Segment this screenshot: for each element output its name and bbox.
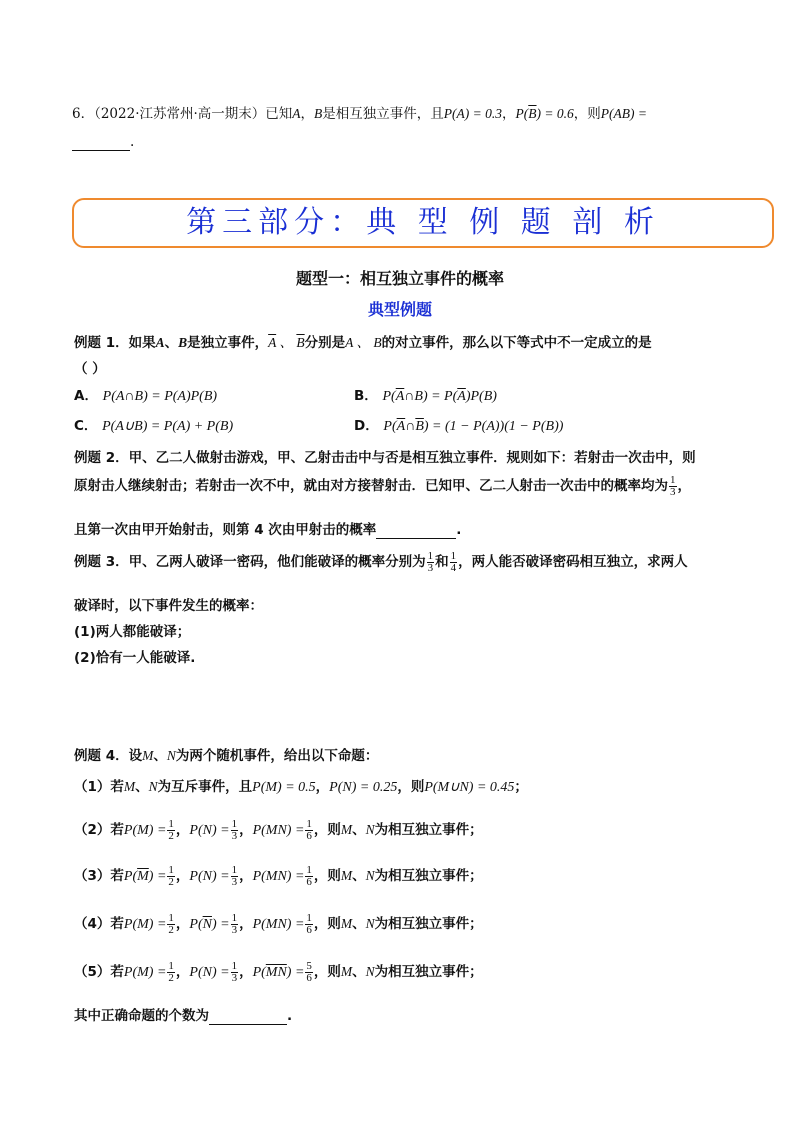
section-banner: [72, 198, 774, 248]
example-1-line1: 例题 1．如果A、B是独立事件，$\overline{A}$ 、 $\overline{B}$分别是A 、 B的对立事件，那么以下等式中不一定成立的是: [74, 335, 652, 351]
proposition-1: （1）若M、N为互斥事件，且P(M) = 0.5，P(N) = 0.25，则P(M∪N) = 0.45；: [74, 779, 528, 795]
proposition-3: （3）若$P(\overline{M})$ = $\frac{1}{2}$ ，P(N) = $\frac{1}{3}$ ，P(MN) = $\frac{1}{6}$ ，则M、N为相互独立事件；: [74, 863, 483, 888]
proposition-2: （2）若P(M) = $\frac{1}{2}$ ，P(N) = $\frac{1}{3}$ ，P(MN) = $\frac{1}{6}$ ，则M、N为相互独立事件；: [74, 817, 483, 842]
section-title: 题型一：相互独立事件的概率: [295, 269, 504, 288]
example-2-line3: 且第一次由甲开始射击，则第 4 次由甲射击的概率 .: [74, 522, 462, 538]
question-6-line1: 6．（2022·江苏常州·高一期末）已知A，B是相互独立事件，且P(A) = 0.3，$P(\overline{B}) = 0.6$，则P(AB) =: [72, 106, 647, 122]
option-c[interactable]: C． P(A∪B) = P(A) + P(B): [74, 418, 234, 434]
example-3-item2: (2)恰有一人能破译.: [74, 650, 196, 666]
example-2-line2: 原射击人继续射击；若射击一次不中，就由对方接替射击．已知甲、乙二人射击一次击中的概率均为 $\frac{1}{3}$ ，: [74, 473, 691, 498]
answer-blank[interactable]: [376, 522, 456, 539]
banner-title: 第三部分：典 型 例 题 剖 析: [186, 205, 660, 240]
example-4-intro: 例题 4．设M、N为两个随机事件，给出以下命题：: [74, 748, 379, 764]
example-1-paren: （ ）: [74, 361, 106, 377]
proposition-4: （4）若P(M) = $\frac{1}{2}$ ，$P(\overline{N})$ = $\frac{1}{3}$ ，P(MN) = $\frac{1}{6}$ ，则M、N为相互独立事件；: [74, 911, 483, 936]
proposition-5: （5）若P(M) = $\frac{1}{2}$ ，P(N) = $\frac{1}{3}$ ，$P(\overline{MN})$ = $\frac{5}{6}$ ，则M、N为相互独立事件；: [74, 959, 483, 984]
example-2-line1: 例题 2．甲、乙二人做射击游戏，甲、乙射击击中与否是相互独立事件．规则如下：若射击一次击中，则: [74, 450, 696, 466]
example-3-line2: 破译时，以下事件发生的概率：: [74, 598, 263, 614]
option-d[interactable]: D． $P(\overline{A}\cap\overline{B}) = (1 - P(A))(1 - P(B))$: [354, 418, 564, 434]
answer-blank[interactable]: [72, 134, 130, 151]
example-4-conclusion: 其中正确命题的个数为 .: [74, 1008, 293, 1024]
section-subtitle: 典型例题: [367, 300, 432, 319]
option-a[interactable]: A． P(A∩B) = P(A)P(B): [74, 388, 218, 404]
example-3-item1: (1)两人都能破译；: [74, 624, 191, 640]
example-3-line1: 例题 3．甲、乙两人破译一密码，他们能破译的概率分别为 $\frac{1}{3}$ 和 $\frac{1}{4}$ ，两人能否破译密码相互独立，求两人: [74, 549, 688, 574]
answer-blank[interactable]: [209, 1008, 287, 1025]
option-b[interactable]: B． $P(\overline{A}\cap B) = P(\overline{A})P(B)$: [354, 388, 497, 404]
question-6-line2: .: [72, 134, 134, 151]
